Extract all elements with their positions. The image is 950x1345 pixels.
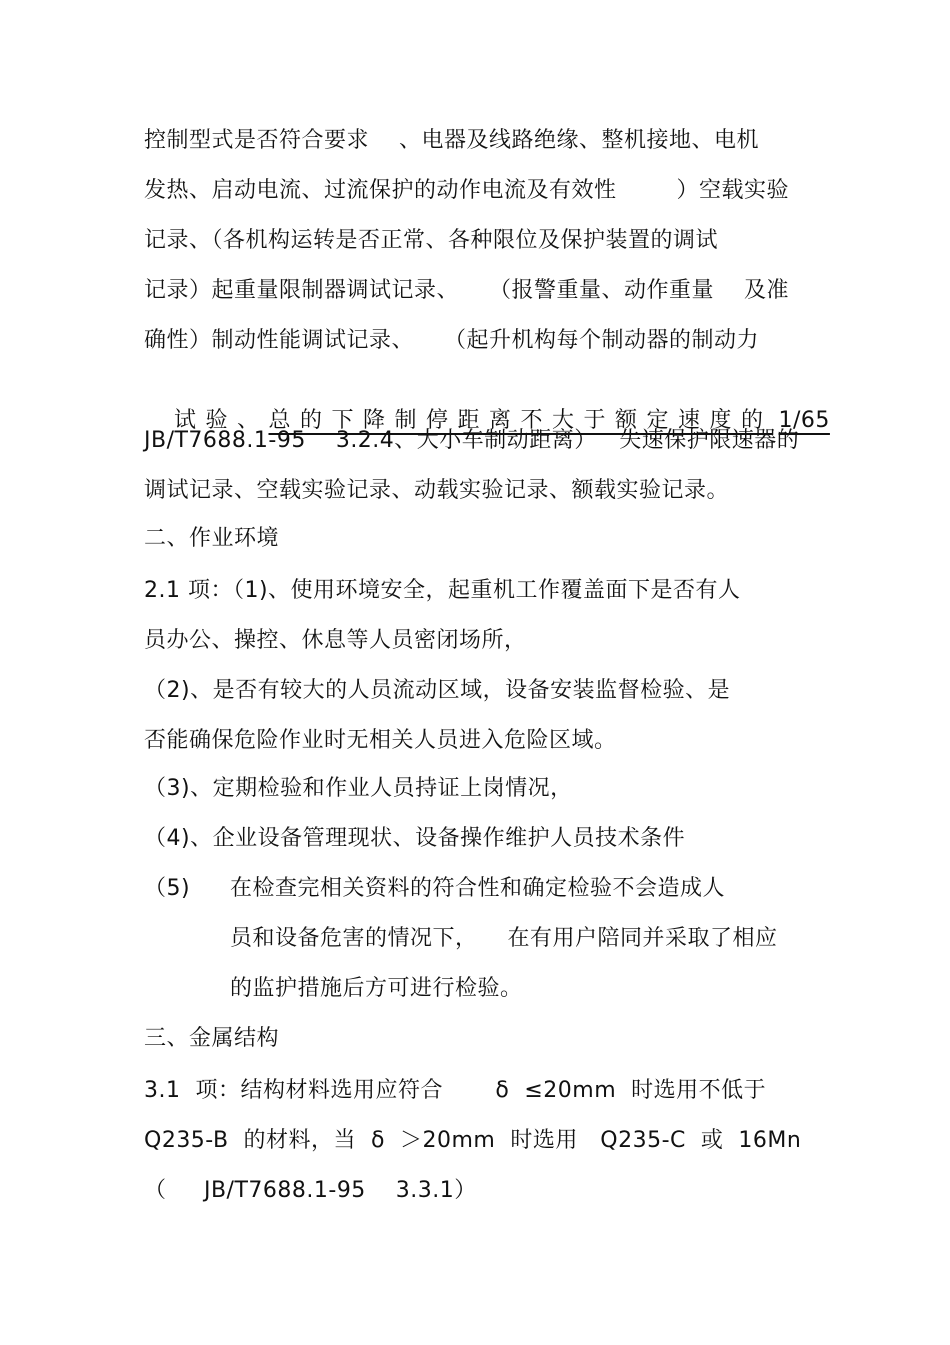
text-line-3: 记录、（各机构运转是否正常、各种限位及保护装置的调试 bbox=[144, 228, 719, 253]
text-line-13: 否能确保危险作业时无相关人员进入危险区域。 bbox=[144, 728, 617, 753]
text-line-12: （2)、是否有较大的人员流动区域，设备安装监督检验、是 bbox=[144, 678, 731, 703]
text-line-16: 在检查完相关资料的符合性和确定检验不会造成人 bbox=[230, 876, 726, 901]
text-line-1: 控制型式是否符合要求 、电器及线路绝缘、整机接地、电机 bbox=[144, 128, 759, 153]
text-line-20: 3.1 项：结构材料选用应符合 δ ≤20mm 时选用不低于 bbox=[144, 1078, 767, 1103]
text-line-8: 调试记录、空载实验记录、动载实验记录、额载实验记录。 bbox=[144, 478, 730, 503]
text-line-18: 的监护措施后方可进行检验。 bbox=[230, 976, 523, 1001]
section-heading-3: 三、金属结构 bbox=[144, 1026, 280, 1051]
text-line-11: 员办公、操控、休息等人员密闭场所， bbox=[144, 628, 527, 653]
text-line-4: 记录）起重量限制器调试记录、 （报警重量、动作重量 及准 bbox=[144, 278, 789, 303]
underlined-braking-distance: 总的下降制停距离不大于额定速度的 bbox=[268, 408, 773, 433]
text-line-14: （3)、定期检验和作业人员持证上岗情况， bbox=[144, 776, 573, 801]
text-line-16-label: （5) bbox=[144, 876, 191, 901]
text-line-7: JB/T7688.1-95 3.2.4、大小车制动距离） 失速保护限速器的 bbox=[144, 428, 800, 453]
text-line-10: 2.1 项：（1)、使用环境安全，起重机工作覆盖面下是否有人 bbox=[144, 578, 741, 603]
text-line-17: 员和设备危害的情况下， 在有用户陪同并采取了相应 bbox=[230, 926, 778, 951]
text-line-6-start: 试验、 bbox=[173, 408, 269, 433]
text-line-5: 确性）制动性能调试记录、 （起升机构每个制动器的制动力 bbox=[144, 328, 759, 353]
section-heading-2: 二、作业环境 bbox=[144, 526, 280, 551]
text-line-15: （4)、企业设备管理现状、设备操作维护人员技术条件 bbox=[144, 826, 686, 851]
text-line-22: （ JB/T7688.1-95 3.3.1） bbox=[144, 1178, 477, 1203]
text-line-21: Q235-B 的材料，当 δ ＞20mm 时选用 Q235-C 或 16Mn bbox=[144, 1128, 802, 1153]
text-line-2: 发热、启动电流、过流保护的动作电流及有效性 ）空载实验 bbox=[144, 178, 789, 203]
underlined-ratio: 1/65 bbox=[778, 408, 830, 433]
